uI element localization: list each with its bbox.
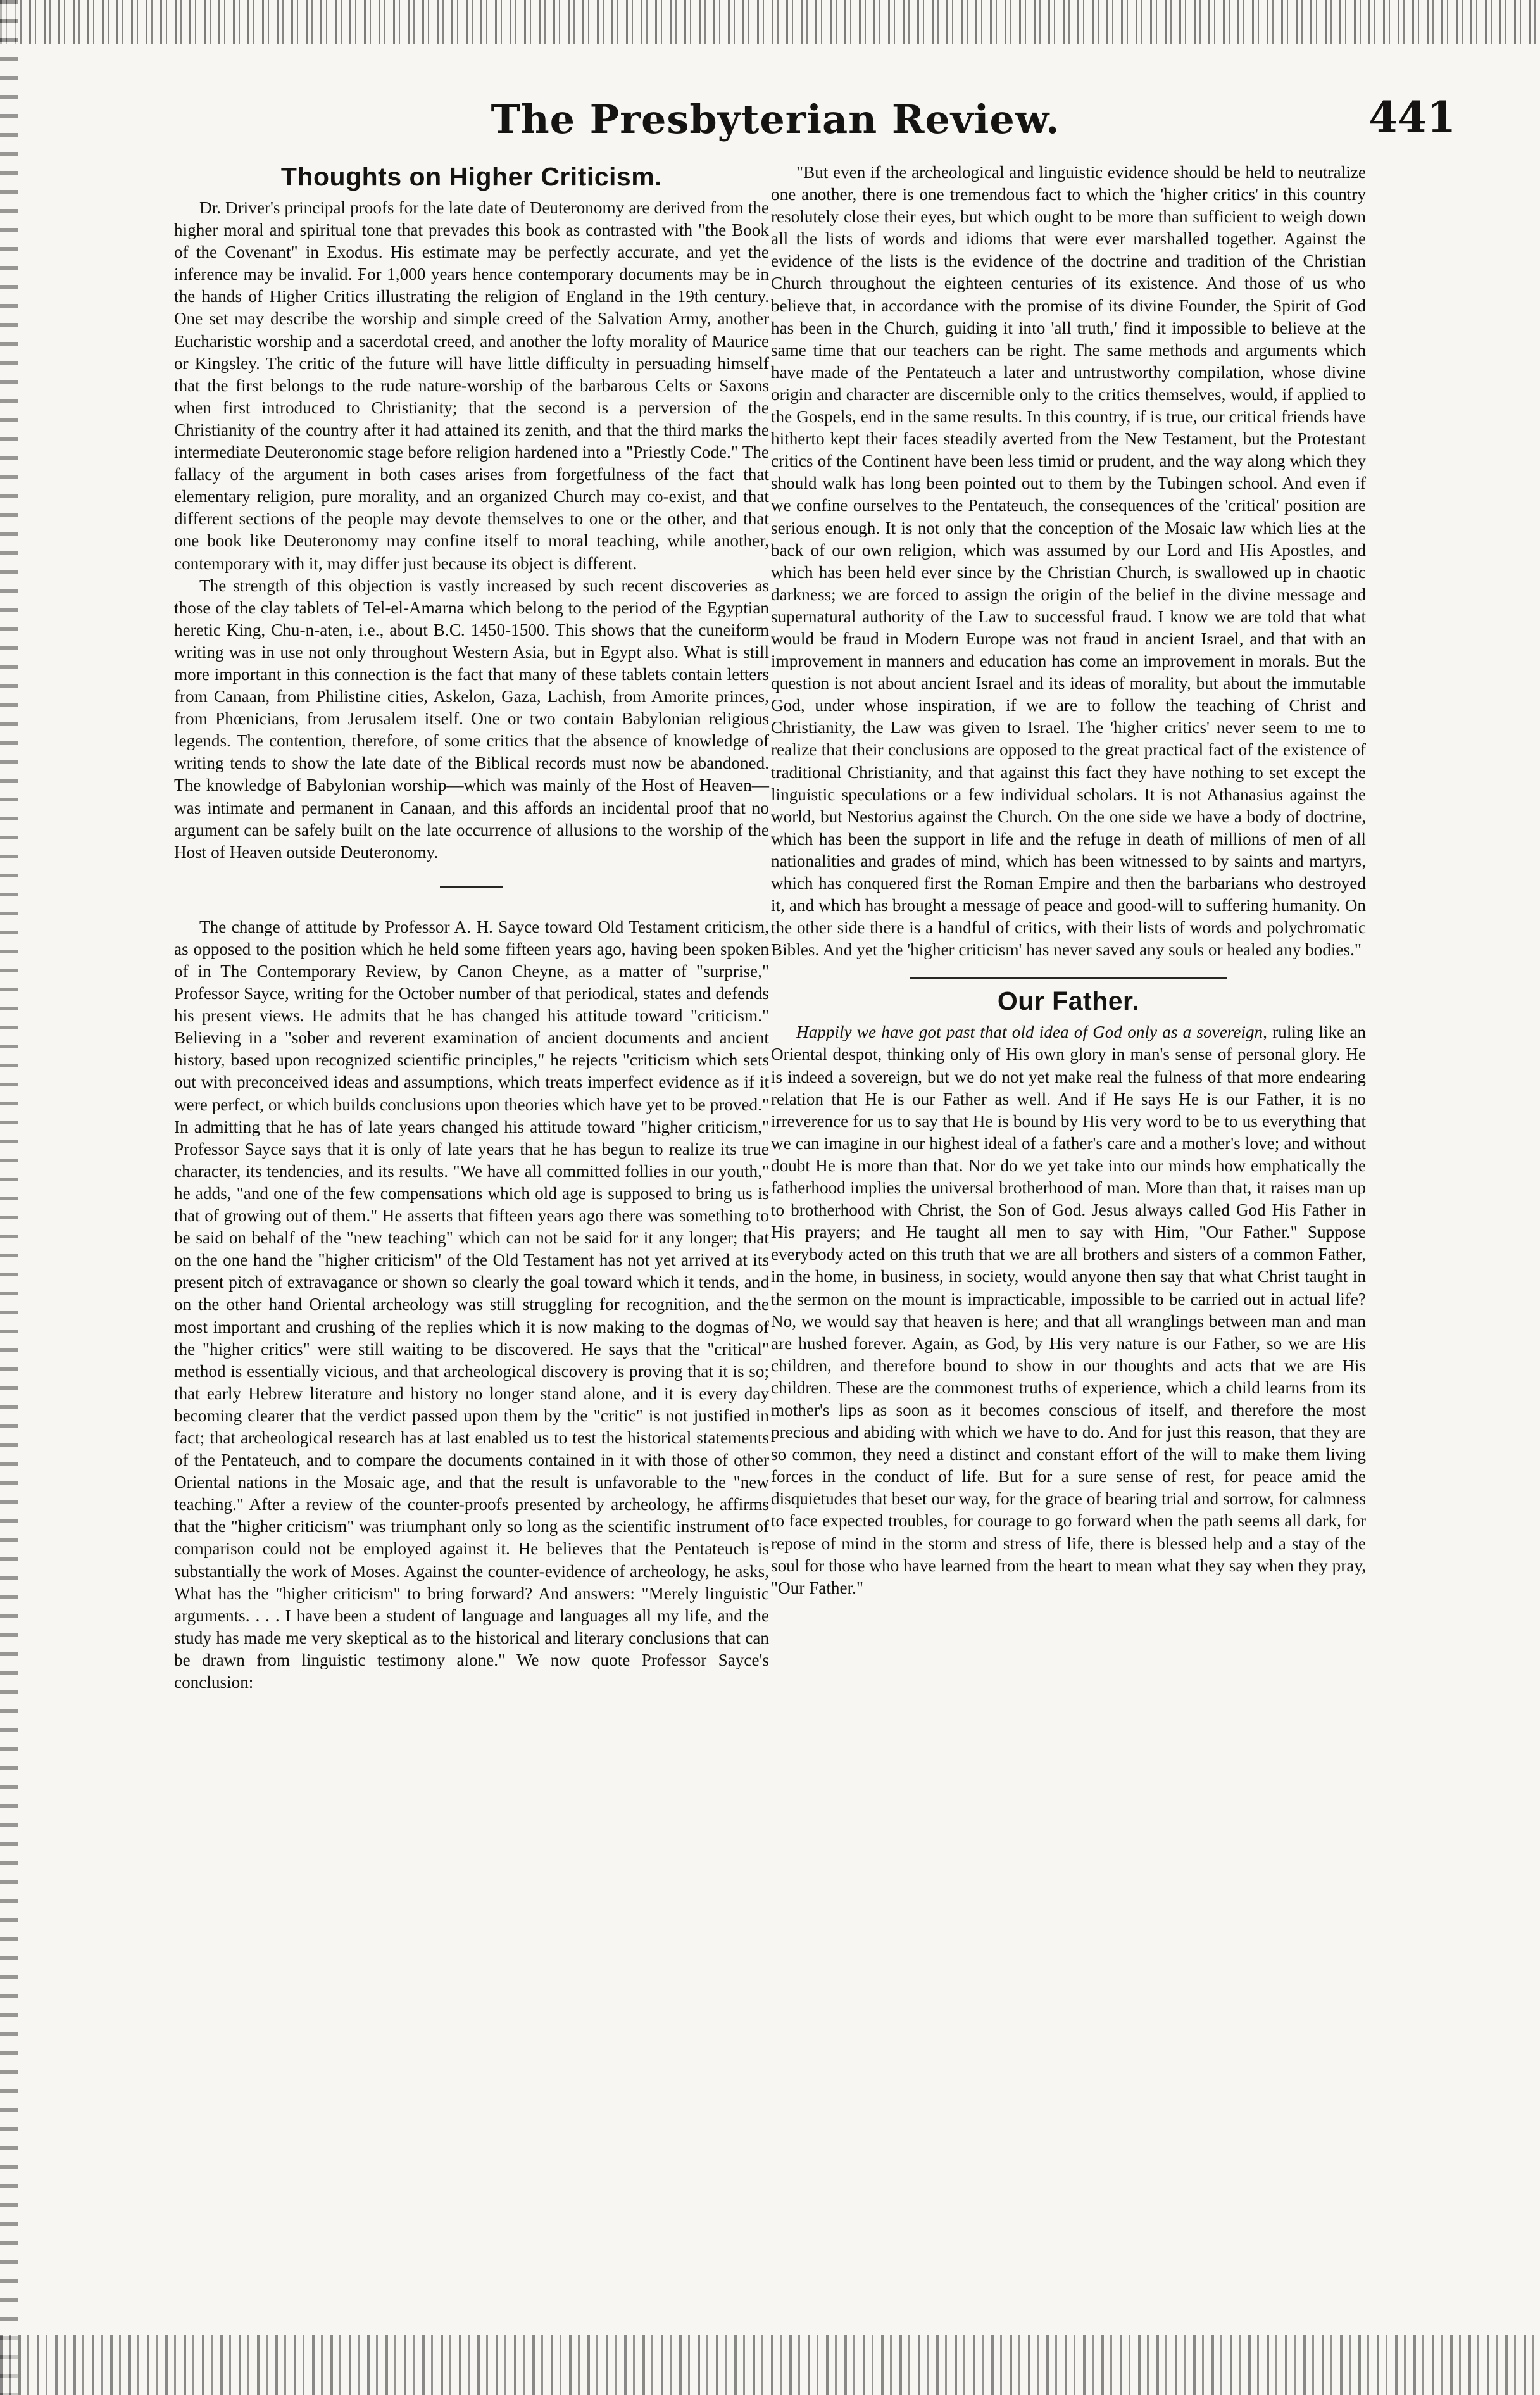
lead-italic-text: Happily we have got past that old idea of God only as a sovereign,	[796, 1022, 1267, 1042]
page-number: 441	[1368, 92, 1456, 142]
scan-edge-left	[0, 0, 18, 2395]
scan-edge-bottom	[0, 2335, 1540, 2395]
article-paragraph: The strength of this objection is vastly increased by such recent discoveries as those of the clay tablets of Tel-el-Amarna which belong to the period of the Egyptian heretic King, Chu-n-aten, i.e., about B.C. 1450-1500. This shows that the cuneiform writing was in use not only throughout Western Asia, but in Egypt also. What is still more important in this connection is the fact that many of these tablets contain letters from Canaan, from Philistine cities, Askelon, Gaza, Lachish, from Amorite princes, from Phœnicians, from Jerusalem itself. One or two contain Babylonian religious legends. The contention, therefore, of some critics that the absence of knowledge of writing tends to show the late date of the Biblical records must now be abandoned. The knowledge of Babylonian worship—which was mainly of the Host of Heaven—was intimate and permanent in Canaan, and this affords an incidental proof that no argument can be safely built on the late occurrence of allusions to the worship of the Host of Heaven outside Deuteronomy.	[174, 575, 769, 862]
section-divider	[440, 886, 503, 888]
sayce-quotation	[771, 161, 1366, 961]
article-paragraph-sayce: The change of attitude by Professor A. H. Sayce toward Old Testament criticism, as opposed to the position which he held some fifteen years ago, having been spoken of in The Contemporary Review, by Canon Cheyne, as a matter of "surprise," Professor Sayce, writing for the October number of that periodical, states and defends his present views. He admits that he has changed his attitude toward "criticism." Believing in a "sober and reverent examination of ancient documents and ancient history, based upon recognized scientific principles," he rejects "criticism which sets out with preconceived ideas and assumptions, which treats imperfect evidence as if it were perfect, or which builds conclusions upon theories which have yet to be proved." In admitting that he has of late years changed his attitude toward "higher criticism," Professor Sayce says that it is only of late years that he has begun to realize its true character, its tendencies, and its results. "We have all committed follies in our youth," he adds, "and one of the few compensations which old age is supposed to bring us is that of growing out of them." He asserts that fifteen years ago there was something to be said on behalf of the "new teaching" which can not be said for it any longer; that on the one hand the "higher criticism" of the Old Testament has not yet arrived at its present pitch of extravagance or shown so clearly the goal toward which it tends, and on the other hand Oriental archeology was still struggling for recognition, and the most important and crushing of the replies which it is now making to the dogmas of the "higher critics" were still waiting to be discovered. He says that the "critical" method is essentially vicious, and that archeological discovery is proving that it is so; that early Hebrew literature and history no longer stand alone, and it is every day becoming clearer that the verdict passed upon them by the "critic" is not justified in fact; that archeological research has at last enabled us to test the historical statements of the Pentateuch, and to compare the documents contained in it with those of other Oriental nations in the Mosaic age, and that the result is unfavorable to the "new teaching." After a review of the counter-proofs presented by archeology, he affirms that the "higher criticism" was triumphant only so long as the scientific instrument of comparison could not be employed against it. He believes that the Pentateuch is substantially the work of Moses. Against the counter-evidence of archeology, he asks, What has the "higher criticism" to bring forward? And answers: "Merely linguistic arguments. . . . I have been a student of language and languages all my life, and the study has made me very skeptical as to the historical and literary conclusions that can be drawn from linguistic testimony alone." We now quote Professor Sayce's conclusion:	[174, 917, 769, 1692]
page-header	[95, 89, 1456, 158]
right-column	[771, 161, 1366, 1599]
article-title-our-father: Our Father.	[997, 986, 1140, 1016]
scan-edge-top	[0, 0, 1540, 44]
article-title-higher-criticism: Thoughts on Higher Criticism.	[280, 162, 663, 191]
paragraph-body: ruling like an Oriental despot, thinking only of His own glory in man's sense of personal glory. He is indeed a sovereign, but we do not yet make real the fulness of that more endearing relation that He is our Father as well. And if He says He is our Father, it is no irreverence for us to say that He is bound by His very word to be to us everything that we can imagine in our highest ideal of a father's care and a mother's love; and without doubt He is more than that. Nor do we yet take into our minds how emphatically the fatherhood implies the universal brotherhood of man. More than that, it raises man up to brotherhood with Christ, the Son of God. Jesus always called God His Father in His prayers; and He taught all men to say with Him, "Our Father." Suppose everybody acted on this truth that we are all brothers and sisters of a common Father, in the home, in business, in society, would anyone then say that what Christ taught in the sermon on the mount is impracticable, impossible to be carried out in actual life? No, we would say that heaven is here; and that all wranglings between man and man are hushed forever. Again, as God, by His very nature is our Father, so we are His children, and therefore bound to show in our thoughts and acts that we are His children. These are the commonest truths of experience, which a child learns from its mother's lips as soon as it becomes conscious of itself, and therefore the most precious and abiding with which we have to do. And for just this reason, that they are so common, they need a distinct and constant effort of the will to make them living forces in the conduct of life. But for a sure sense of rest, for peace amid the disquietudes that beset our way, for the grace of bearing trial and sorrow, for calmness to face expected troubles, for courage to go forward when the path seems all dark, for repose of mind in the storm and stress of life, there is blessed help and a stay of the soul for those who have learned from the heart to mean what they say when they pray, "Our Father."	[771, 1022, 1367, 1597]
article-divider	[910, 977, 1227, 979]
running-title: The Presbyterian Review.	[491, 96, 1060, 142]
article-paragraph: Dr. Driver's principal proofs for the late date of Deuteronomy are derived from the higher moral and spiritual tone that prevades this book as contrasted with "the Book of the Covenant" in Exodus. His estimate may be perfectly accurate, and yet the inference may be invalid. For 1,000 years hence contemporary documents may be in the hands of Higher Critics illustrating the religion of England in the 19th century. One set may describe the worship and simple creed of the Salvation Army, another Eucharistic worship and a sacerdotal creed, and another the lofty morality of Maurice or Kingsley. The critic of the future will have little difficulty in persuading himself that the first belongs to the rude nature-worship of the barbarous Celts or Saxons when first introduced to Christianity; that the second is a perversion of the Christianity of the country after it had attained its zenith, and that the third marks the intermediate Deuteronomic stage before religion hardened into a "Priestly Code." The fallacy of the argument in both cases arises from forgetfulness of the fact that elementary religion, pure morality, and an organized Church may co-exist, and that different sections of the people may devote themselves to one or the other, and that one book like Deuteronomy may confine itself to moral teaching, while another, contemporary with it, may differ just because its object is different.	[174, 198, 769, 573]
article-paragraph-our-father	[771, 1021, 1366, 1599]
quoted-paragraph: "But even if the archeological and linguistic evidence should be held to neutralize one another, there is one tremendous fact to which the 'higher critics' in this country resolutely close their eyes, but which ought to be more than sufficient to weigh down all the lists of words and idioms that were ever marshalled together. Against the evidence of the lists is the evidence of the doctrine and tradition of the Christian Church throughout the eighteen centuries of its existence. And those of us who believe that, in accordance with the promise of its divine Founder, the Spirit of God has been in the Church, guiding it into 'all truth,' find it impossible to believe at the same time that our teachers can be right. The same methods and arguments which have made of the Pentateuch a later and untrustworthy compilation, whose divine origin and character are discernible only to the critics themselves, would, if applied to the Gospels, end in the same results. In this country, if is true, our critical friends have hitherto kept their faces steadily averted from the New Testament, but the Protestant critics of the Continent have been less timid or prudent, and the way along which they should walk has long been pointed out to them by the Tubingen school. And even if we confine ourselves to the Pentateuch, the consequences of the 'critical' position are serious enough. It is not only that the conception of the Mosaic law which lies at the back of our own religion, which was assumed by our Lord and His Apostles, and which has been held ever since by the Christian Church, is swallowed up in chaotic darkness; we are forced to assign the origin of the belief in the divine message and supernatural authority of the Law to successful fraud. I know we are told that what would be fraud in Modern Europe was not fraud in ancient Israel, and that with an improvement in manners and education has come an improvement in morals. But the question is not about ancient Israel and its ideas of morality, but about the immutable God, under whose inspiration, if we are to follow the teaching of Christ and Christianity, the Law was given to Israel. The 'higher critics' never seem to me to realize that their conclusions are opposed to the great practical fact of the existence of traditional Christianity, and that against this fact they have nothing to set except the linguistic speculations or a few individual scholars. It is not Athanasius against the world, but Nestorius against the Church. On the one side we have a body of doctrine, which has been the support in life and the refuge in death of millions of men of all nationalities and grades of mind, which has been witnessed to by saints and martyrs, which has conquered first the Roman Empire and then the barbarians who destroyed it, and which has brought a message of peace and good-will to suffering humanity. On the other side there is a handful of critics, with their lists of words and polychromatic Bibles. And yet the 'higher criticism' has never saved any souls or healed any bodies."	[771, 163, 1366, 960]
left-column	[174, 161, 769, 1694]
